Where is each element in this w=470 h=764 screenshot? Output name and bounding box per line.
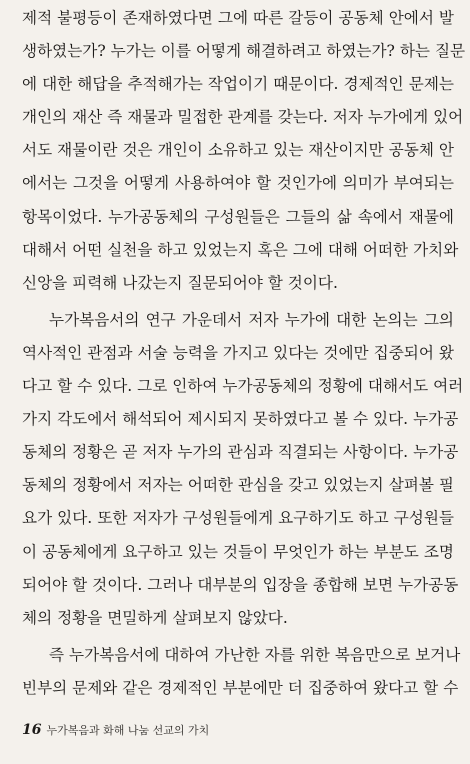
- text-line: 체의 정황을 면밀하게 살펴보지 않았다.: [22, 608, 288, 627]
- text-line: 대해서 어떤 실천을 하고 있었는지 혹은 그에 대해 어떠한 가치와: [22, 240, 459, 259]
- text-line: 동체의 정황에서 저자는 어떠한 관심을 갖고 있었는지 살펴볼 필: [22, 476, 454, 495]
- text-line: 다고 할 수 있다. 그로 인하여 누가공동체의 정황에 대해서도 여러: [22, 377, 464, 396]
- text-line: 빈부의 문제와 같은 경제적인 부분에만 더 집중하여 왔다고 할 수: [22, 678, 459, 697]
- body-text: [22, 2, 466, 709]
- text-line: 서도 재물이란 것은 개인이 소유하고 있는 재산이지만 공동체 안: [22, 141, 454, 160]
- text-line: 동체의 정황은 곧 저자 누가의 관심과 직결되는 사항이다. 누가공: [22, 443, 459, 462]
- text-line: 에 대한 해답을 추적해가는 작업이기 때문이다. 경제적인 문제는: [22, 75, 454, 94]
- text-line: 생하였는가? 누가는 이를 어떻게 해결하려고 하였는가? 하는 질문: [22, 42, 466, 61]
- page-footer: [22, 722, 209, 742]
- text-line: 되어야 할 것이다. 그러나 대부분의 입장을 종합해 보면 누가공동: [22, 575, 459, 594]
- page-number: 16: [22, 722, 42, 738]
- text-line: 즉 누가복음서에 대하여 가난한 자를 위한 복음만으로 보거나: [49, 645, 461, 664]
- text-line: 에서는 그것을 어떻게 사용하여야 할 것인가에 의미가 부여되는: [22, 174, 454, 193]
- paragraph-1: [22, 2, 466, 300]
- paragraph-2: [22, 304, 464, 635]
- paragraph-3: [22, 639, 461, 705]
- text-line: 누가복음서의 연구 가운데서 저자 누가에 대한 논의는 그의: [49, 310, 454, 329]
- text-line: 요가 있다. 또한 저자가 구성원들에게 요구하기도 하고 구성원들: [22, 509, 454, 528]
- text-line: 개인의 재산 즉 재물과 밀접한 관계를 갖는다. 저자 누가에게 있어: [22, 108, 464, 127]
- running-title: 누가복음과 화해 나눔 선교의 가치: [46, 724, 210, 737]
- text-line: 가지 각도에서 해석되어 제시되지 못하였다고 볼 수 있다. 누가공: [22, 410, 459, 429]
- text-line: 신앙을 피력해 나갔는지 질문되어야 할 것이다.: [22, 273, 338, 292]
- text-line: 제적 불평등이 존재하였다면 그에 따른 갈등이 공동체 안에서 발: [22, 9, 454, 27]
- text-line: 항목이었다. 누가공동체의 구성원들은 그들의 삶 속에서 재물에: [22, 207, 454, 226]
- text-line: 이 공동체에게 요구하고 있는 것들이 무엇인가 하는 부분도 조명: [22, 542, 454, 561]
- text-line: 역사적인 관점과 서술 능력을 가지고 있다는 것에만 집중되어 왔: [22, 343, 454, 362]
